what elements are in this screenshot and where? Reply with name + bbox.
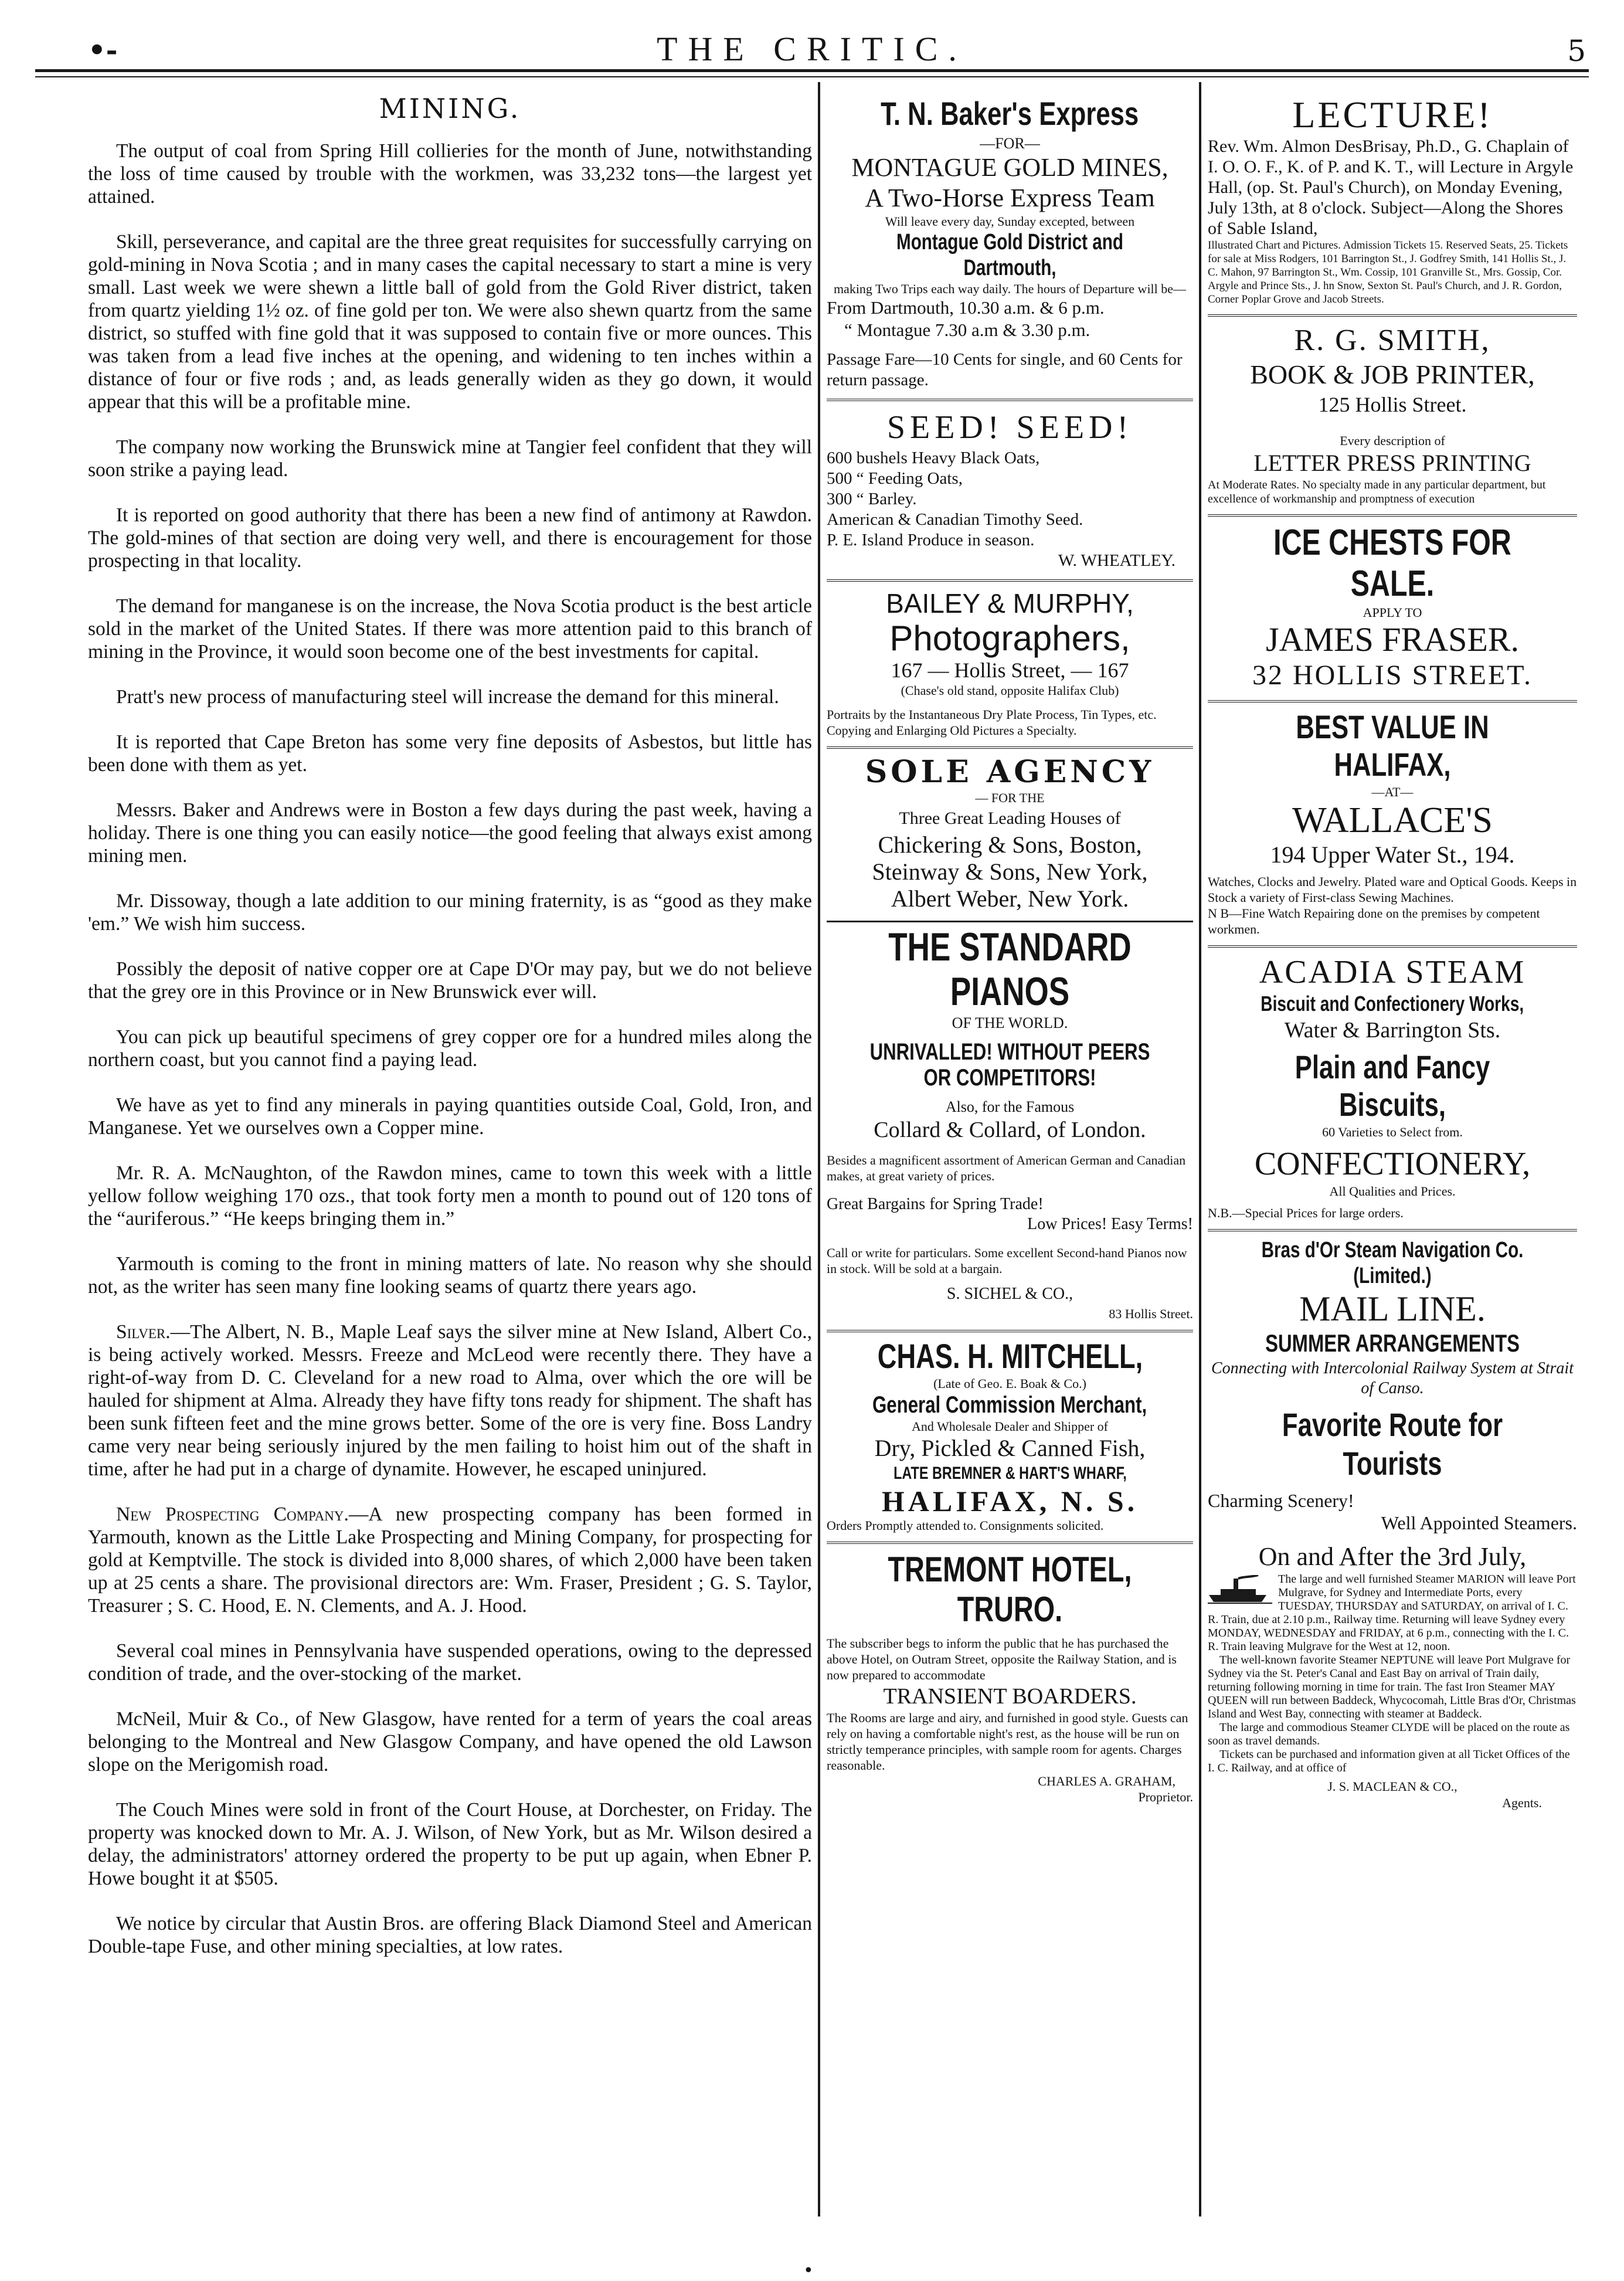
prospecting-text: —A new prospecting company has been formed in Yarmouth, known as the Little Lake Prospecting and Mining Company, for prospecting for gold at Kemptville. The stock is divided into 8,000 shares, of which 2,000 have been taken up at 25 cents a share. The provisional directors are: Wm. Fraser, President ; G. S. Taylor, Treasurer ; S. C. Hood, E. N. Clements, and A. J. Hood. [88,1503,813,1617]
brasdor-scenery: Charming Scenery! [1208,1490,1354,1511]
bailey-murphy-ad [827,582,1193,749]
acadia-steam-ad [1208,948,1577,1231]
column-divider-1 [818,82,820,2216]
seed-title: SEED! SEED! [886,409,1133,446]
baker-express-ad [827,88,1193,401]
article-paragraph: Mr. R. A. McNaughton, of the Rawdon mines, came to town this week with a little yellow follow weighing 170 ozs., that took forty men a month to pound out of 120 tons of the “auriferous.” “He keeps bringing them in.” [88,1162,812,1230]
brasdor-connecting: Connecting with Intercolonial Railway System at Strait of Canso. [1211,1359,1574,1397]
brasdor-title: Bras d'Or Steam Navigation Co. (Limited.) [1261,1238,1524,1288]
acadia-title: ACADIA STEAM [1259,954,1526,990]
acadia-varieties: 60 Varieties to Select from. [1322,1125,1463,1139]
brasdor-agents: Agents. [1502,1795,1542,1810]
acadia-addr: Water & Barrington Sts. [1284,1018,1501,1043]
baker-trips: making Two Trips each way daily. The hours of Departure will be— [833,281,1187,296]
lecture-fine: Illustrated Chart and Pictures. Admission Tickets 15. Reserved Seats, 25. Tickets for sale at Miss Rodgers, 101 Barrington St., J. Godfrey Smith, 141 Hollis St., J. C. Mahon, 97 Barrington St., Wm. Cossip, 101 Granville St., Mrs. Gossip, Cor. Argyle and Prince Sts., J. hn Snow, Sexton St. Paul's Church, and J. R. Gordon, Corner Poplar Grove and Jacob Streets. [1208,239,1568,306]
wallace-nb: N B—Fine Watch Repairing done on the premises by competent workmen. [1208,906,1540,936]
tremont-rooms: The Rooms are large and airy, and furnished in good style. Guests can rely on having a comfortable night's rest, as the house will be run on strictly temperance principles, with sample room for agents. Charges reasonable. [827,1710,1188,1773]
silver-lead: Silver. [116,1321,171,1343]
sole-besides: Besides a magnificent assortment of American German and Canadian makes, at great variety of prices. [827,1153,1186,1183]
brasdor-summer: SUMMER ARRANGEMENTS [1265,1329,1520,1357]
smith-title: R. G. SMITH, [1294,324,1491,357]
article-paragraph: Yarmouth is coming to the front in mining matters of late. No reason why she should not, as the writer has seen many fine looking seams of quartz there years ago. [88,1253,812,1298]
bailey-title: BAILEY & MURPHY, [886,588,1134,619]
seed-line: American & Canadian Timothy Seed. [827,510,1083,529]
smith-every: Every description of [1340,433,1445,448]
sole-for: — FOR THE [975,790,1045,805]
mitchell-merchant: General Commission Merchant, [872,1392,1147,1418]
article-paragraph: It is reported that Cape Breton has some very fine deposits of Asbestos, but little has been done with them as yet. [88,731,812,776]
bailey-desc: Portraits by the Instantaneous Dry Plate Process, Tin Types, etc. Copying and Enlarging Old Pictures a Specialty. [827,707,1157,738]
chests-apply: APPLY TO [1363,605,1422,620]
seed-ad [827,401,1193,582]
smith-addr: 125 Hollis Street. [1318,393,1467,416]
article-paragraph: Messrs. Baker and Andrews were in Boston a few days during the past week, having a holiday. There is one thing you can easily notice—the good feeling that always exist among mining men. [88,799,812,867]
seed-signature: W. WHEATLEY. [1058,551,1175,570]
smith-letter: LETTER PRESS PRINTING [1253,450,1531,476]
article-paragraph: Possibly the deposit of native copper ore at Cape D'Or may pay, but we do not believe that the grey ore in this Province or in New Brunswick ever will. [88,958,812,1003]
article-paragraph: You can pick up beautiful specimens of grey copper ore for a hundred miles along the northern coast, but you cannot find a paying lead. [88,1026,812,1071]
sole-world: OF THE WORLD. [952,1014,1068,1031]
mitchell-wharf: LATE BREMNER & HART'S WHARF, [893,1464,1127,1483]
sole-call: Call or write for particulars. Some excellent Second-hand Pianos now in stock. Will be sold at a bargain. [827,1245,1187,1276]
tremont-hotel-ad [827,1544,1193,1813]
brasdor-steamers: Well Appointed Steamers. [1381,1512,1577,1533]
sole-title: SOLE AGENCY [865,754,1155,790]
article-paragraph: Several coal mines in Pennsylvania have suspended operations, owing to the depressed condition of trade, and the over-stocking of the market. [88,1640,812,1685]
wallace-at: —AT— [1371,785,1414,799]
wallace-title: BEST VALUE IN HALIFAX, [1296,708,1489,783]
wallace-addr: 194 Upper Water St., 194. [1270,841,1515,868]
brasdor-p1: The large and well furnished Steamer MARION will leave Port Mulgrave, for Sydney and Intermediate Ports, every TUESDAY, THURSDAY and SATURDAY, on arrival of I. C. R. Train, due at 2.10 p.m., Railway time. Returning will leave Sydney every MONDAY, WEDNESDAY and FRIDAY, at 6 p.m., connecting with the I. C. R. Train leaving Mulgrave for the West at 12, noon. [1208,1573,1576,1653]
acadia-confectionery: CONFECTIONERY, [1254,1146,1531,1182]
sole-houses: Three Great Leading Houses of [899,809,1121,828]
prospecting-lead: New Prospecting Company. [116,1503,349,1525]
mitchell-orders: Orders Promptly attended to. Consignments solicited. [827,1518,1104,1533]
brasdor-mail: MAIL LINE. [1299,1289,1486,1328]
chests-addr: 32 HOLLIS STREET. [1252,660,1533,691]
header-mark: •- [88,34,118,67]
bailey-old: (Chase's old stand, opposite Halifax Club) [901,683,1119,698]
bras-dor-ad [1208,1231,1577,1819]
page-number: 5 [1567,34,1586,68]
header-rule-thin [35,76,1589,77]
tremont-title: TREMONT HOTEL, TRURO. [888,1550,1132,1629]
tremont-proprietor: Proprietor. [1138,1790,1193,1804]
baker-leave: Will leave every day, Sunday excepted, between [885,214,1135,229]
page-header [35,29,1589,70]
mining-title: MINING. [379,93,521,124]
sole-bargains: Great Bargains for Spring Trade! [827,1195,1044,1213]
mitchell-late: (Late of Geo. E. Boak & Co.) [933,1376,1086,1391]
baker-title: T. N. Baker's Express [881,95,1139,132]
sole-agency-ad [827,749,1193,1332]
tremont-signature: CHARLES A. GRAHAM, [1038,1774,1175,1788]
sole-prices: Low Prices! Easy Terms! [1027,1215,1193,1233]
lecture-ad [1208,88,1577,317]
brasdor-p3: The large and commodious Steamer CLYDE will be placed on the route as soon as travel demands. [1208,1721,1570,1747]
article-paragraph: We notice by circular that Austin Bros. are offering Black Diamond Steel and American Double-tape Fuse, and other mining specialties, at low rates. [88,1913,812,1957]
ads-column-right [1208,88,1577,1819]
seed-line: 600 bushels Heavy Black Oats, [827,449,1040,467]
ads-column-middle [827,88,1193,1813]
article-paragraph: The output of coal from Spring Hill collieries for the month of June, notwithstanding the loss of time caused by trouble with the workmen, was 33,232 tons—the largest yet attained. [88,140,812,208]
sole-signature: S. SICHEL & CO., [946,1285,1073,1303]
column-divider-2 [1199,82,1201,2216]
brasdor-after: On and After the 3rd July, [1258,1542,1527,1571]
brasdor-p4: Tickets can be purchased and information given at all Ticket Offices of the I. C. Railway, and at office of [1208,1748,1570,1774]
mining-column [88,88,812,1980]
ice-chests-ad [1208,517,1577,702]
smith-printer-ad [1208,317,1577,517]
silver-paragraph [88,1321,812,1481]
header-rule [35,69,1589,72]
tremont-desc: The subscriber begs to inform the public that he has purchased the above Hotel, on Outram Street, opposite the Railway Station, and is now prepared to accommodate [827,1636,1177,1682]
seed-line: 500 “ Feeding Oats, [827,469,963,488]
mitchell-dealer: And Wholesale Dealer and Shipper of [912,1419,1108,1434]
sole-collard: Collard & Collard, of London. [874,1118,1146,1142]
mitchell-ad [827,1332,1193,1544]
baker-mines: MONTAGUE GOLD MINES, [851,153,1168,182]
wallace-ad [1208,702,1577,948]
silver-text: —The Albert, N. B., Maple Leaf says the silver mine at New Island, Albert Co., is being actively worked. Messrs. Freeze and McLeod were recently there. They have a right-of-way from D. C. Cleveland for a new road to Alma, over which the ore will be hauled for shipment at Alma. Already they have fifty tons ready for shipment. The shaft has been sunk fifteen feet and the mine grows better. Some of the ore is very fine. Boss Landry came very near being seriously injured by the men failing to hoist him out of the shaft in time, after he had put in a charge of dynamite. However, he escaped uninjured. [88,1321,812,1480]
bottom-dot: • [803,2260,814,2281]
article-paragraph: It is reported on good authority that there has been a new find of antimony at Rawdon. The gold-mines of that section are doing very well, and there is encouragement for those prospecting in that locality. [88,504,812,572]
chests-name: JAMES FRASER. [1266,620,1519,658]
acadia-sub: Biscuit and Confectionery Works, [1261,992,1524,1016]
bailey-addr: 167 — Hollis Street, — 167 [891,658,1129,682]
article-paragraph: The demand for manganese is on the increase, the Nova Scotia product is the best article sold in the market of the United States. If there was more attention paid to this branch of mining in the Province, it would soon become one of the best investments for capital. [88,595,812,663]
baker-district: Montague Gold District and Dartmouth, [896,230,1123,280]
sole-also: Also, for the Famous [945,1098,1075,1115]
baker-team: A Two-Horse Express Team [865,184,1155,212]
tremont-boarders: TRANSIENT BOARDERS. [883,1684,1137,1709]
standard-pianos: THE STANDARD PIANOS [888,925,1132,1014]
brasdor-signature: J. S. MACLEAN & CO., [1327,1779,1457,1794]
acadia-all: All Qualities and Prices. [1329,1184,1456,1199]
seed-line: 300 “ Barley. [827,490,917,508]
article-paragraph: Skill, perseverance, and capital are the three great requisites for successfully carrying on gold-mining in Nova Scotia ; and in many cases the capital necessary to start a mine is very small. Last week we were shewn a little ball of gold from the Gold River district, taken from quartz yielding 1½ oz. of fine gold per ton. We were also shewn quartz from the same district, so stuffed with fine gold that it was supposed to contain five or more ounces. This was taken from a lead five inches at the opening, and widening to ten inches within a distance of four or five rods ; and, as leads generally widen as they go down, it would appear that this will be a profitable mine. [88,231,812,413]
sole-line: Albert Weber, New York. [891,885,1129,912]
lecture-body: Rev. Wm. Almon DesBrisay, Ph.D., G. Chaplain of I. O. O. F., K. of P. and K. T., will Lecture in Argyle Hall, (op. St. Paul's Church), on Monday Evening, July 13th, at 8 o'clock. Subject—Along the Shores of Sable Island, [1208,137,1574,238]
steamer-icon [1208,1575,1272,1604]
baker-fare: Passage Fare—10 Cents for single, and 60 Cents for return passage. [827,350,1183,389]
article-paragraph: McNeil, Muir & Co., of New Glasgow, have rented for a term of years the coal areas belonging to the Montreal and New Glasgow Company, and have opened the old Lawson slope on the Merigomish road. [88,1708,812,1776]
wallace-items: Watches, Clocks and Jewelry. Plated ware and Optical Goods. Keeps in Stock a variety of First-class Sewing Machines. [1208,874,1577,905]
article-paragraph: Pratt's new process of manufacturing steel will increase the demand for this mineral. [116,686,779,708]
mitchell-fish: Dry, Pickled & Canned Fish, [874,1435,1146,1461]
sole-unrivalled: UNRIVALLED! WITHOUT PEERS OR COMPETITORS! [869,1039,1150,1091]
acadia-nb: N.B.—Special Prices for large orders. [1208,1206,1404,1220]
masthead-title: THE CRITIC. [657,30,967,68]
article-paragraph: We have as yet to find any minerals in paying quantities outside Coal, Gold, Iron, and Manganese. Yet we ourselves own a Copper mine. [88,1094,812,1139]
seed-line: P. E. Island Produce in season. [827,531,1035,549]
article-paragraph: Mr. Dissoway, though a late addition to our mining fraternity, is as “good as they make 'em.” We wish him success. [88,890,812,935]
article-paragraph: The Couch Mines were sold in front of the Court House, at Dorchester, on Friday. The property was knocked down to Mr. A. J. Wilson, of New York, but as Mr. Wilson desired a delay, the administrators' attorney ordered the property to be put up again, when Ebner P. Howe bought it at $505. [88,1799,812,1889]
sole-line: Chickering & Sons, Boston, [878,831,1142,858]
baker-for: —FOR— [980,135,1040,152]
sole-signature-addr: 83 Hollis Street. [1109,1306,1193,1321]
wallace-name: WALLACE'S [1292,800,1493,840]
baker-from-dartmouth: From Dartmouth, 10.30 a.m. & 6 p.m. [827,297,1105,318]
smith-rates: At Moderate Rates. No specialty made in any particular department, but excellence of workmanship and promptness of execution [1208,478,1546,505]
mitchell-city: HALIFAX, N. S. [881,1485,1139,1518]
article-paragraph: The company now working the Brunswick mine at Tangier feel confident that they will soon strike a paying lead. [88,436,812,481]
baker-from-montague: “ Montague 7.30 a.m & 3.30 p.m. [844,320,1090,340]
lecture-title: LECTURE! [1292,94,1493,135]
chests-title: ICE CHESTS FOR SALE. [1273,522,1511,604]
prospecting-paragraph [88,1503,812,1617]
brasdor-favorite: Favorite Route for Tourists [1282,1406,1503,1482]
acadia-plain: Plain and Fancy Biscuits, [1295,1048,1490,1123]
bailey-sub: Photographers, [889,619,1130,658]
mitchell-title: CHAS. H. MITCHELL, [877,1338,1143,1376]
smith-sub: BOOK & JOB PRINTER, [1250,359,1535,389]
brasdor-p2: The well-known favorite Steamer NEPTUNE will leave Port Mulgrave for Sydney via the St. Peter's Canal and East Bay on arrival of Train daily, returning following morning in time for train. The fast Iron Steamer MAY QUEEN will run between Baddeck, Whycocomah, Little Bras d'Or, Christmas Island and West Bay, connecting with steamer at Baddeck. [1208,1654,1576,1720]
sole-line: Steinway & Sons, New York, [872,858,1148,885]
